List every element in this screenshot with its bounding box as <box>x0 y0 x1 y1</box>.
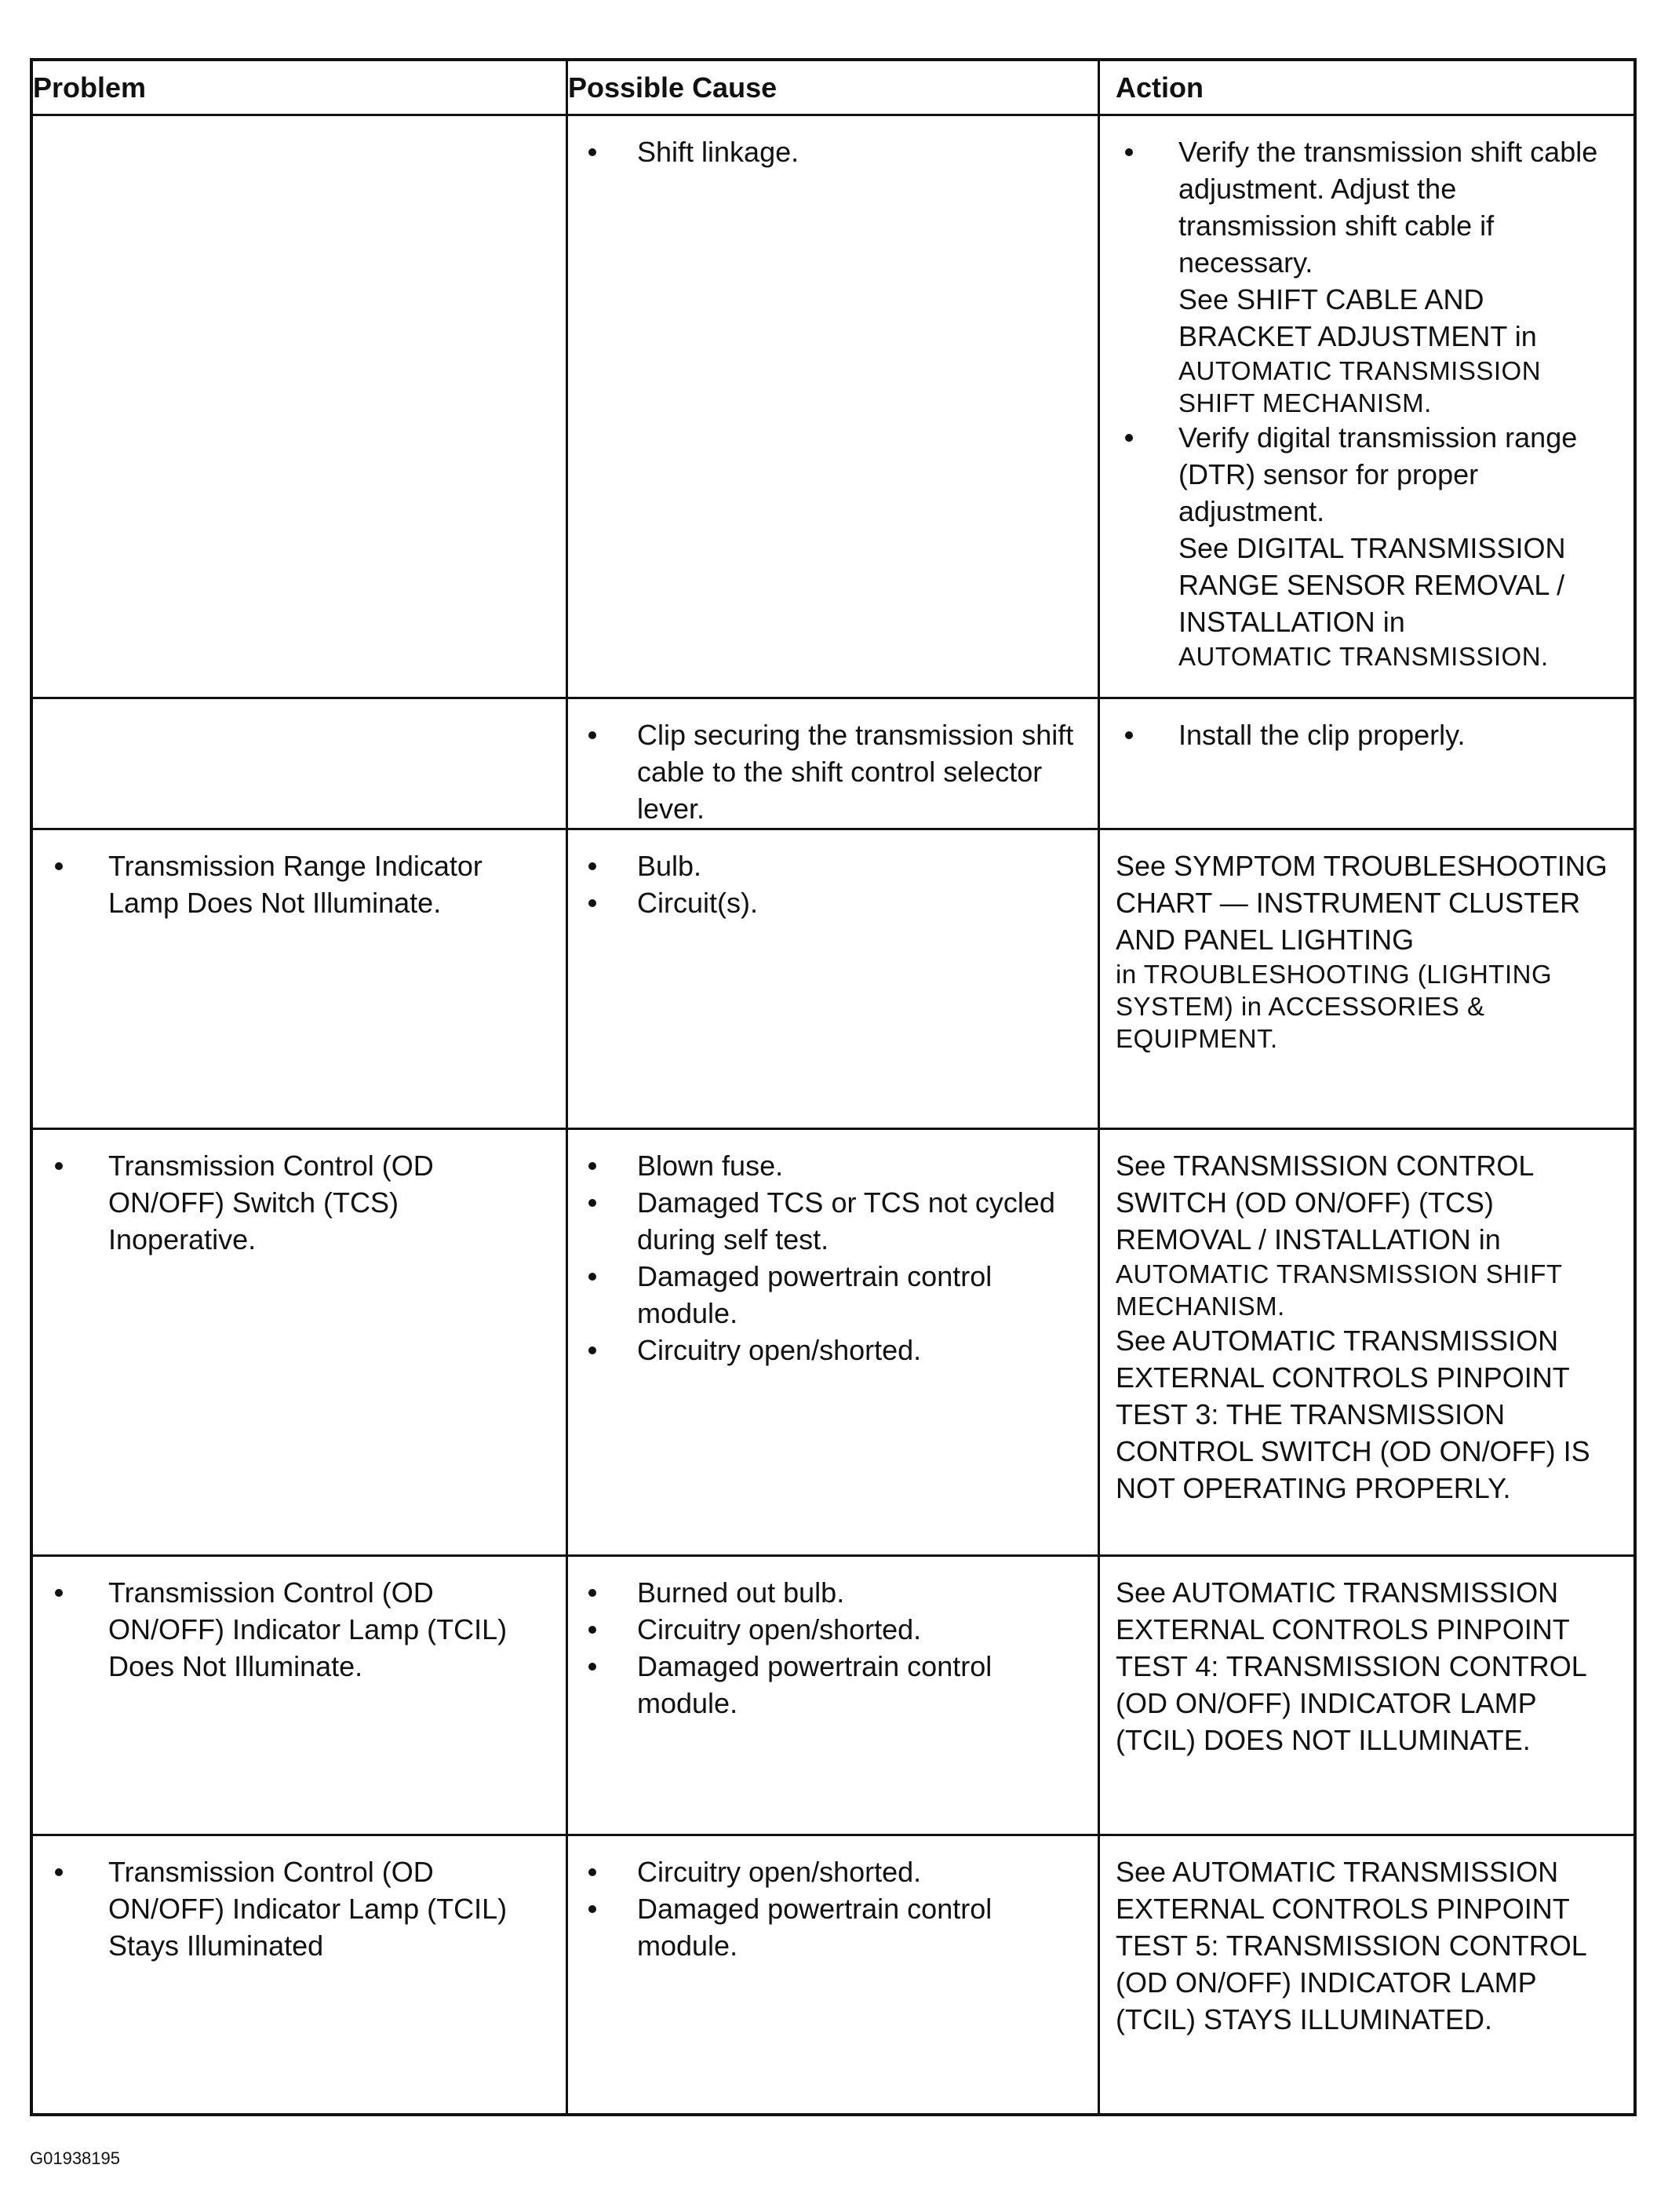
cause-cell <box>568 116 1100 699</box>
cause-cell <box>568 699 1100 830</box>
action-cell <box>1100 116 1633 699</box>
cause-item: Burned out bulb. <box>568 1574 1098 1611</box>
problem-list <box>33 1853 566 1964</box>
action-cell <box>1100 1557 1633 1836</box>
cause-list <box>568 847 1098 921</box>
cause-item: Circuitry open/shorted. <box>568 1611 1098 1648</box>
action-list <box>1116 133 1622 672</box>
cause-cell <box>568 1557 1100 1836</box>
problem-list <box>33 1574 566 1685</box>
action-item <box>1116 133 1622 419</box>
problem-item: Transmission Range Indicator Lamp Does Not Illuminate. <box>33 847 566 921</box>
action-reference: See AUTOMATIC TRANSMISSION EXTERNAL CONTROLS PINPOINT TEST 3: THE TRANSMISSION CONTROL SWITCH (OD ON/OFF) IS NOT OPERATING PROPERLY. <box>1116 1325 1590 1504</box>
action-section: AUTOMATIC TRANSMISSION SHIFT MECHANISM. <box>1116 1259 1562 1321</box>
action-text: Install the clip properly. <box>1178 719 1466 751</box>
action-text: Verify digital transmission range (DTR) sensor for proper adjustment. <box>1178 421 1578 527</box>
column-header: Action <box>1100 61 1633 116</box>
action-section: in TROUBLESHOOTING (LIGHTING SYSTEM) in ACCESSORIES & EQUIPMENT. <box>1116 960 1553 1053</box>
problem-item: Transmission Control (OD ON/OFF) Indicator Lamp (TCIL) Does Not Illuminate. <box>33 1574 566 1685</box>
action-item <box>1116 419 1622 672</box>
action-cell <box>1100 699 1633 830</box>
action-reference: See TRANSMISSION CONTROL SWITCH (OD ON/OFF) (TCS) REMOVAL / INSTALLATION in <box>1116 1150 1534 1255</box>
problem-cell <box>33 1130 568 1557</box>
action-item <box>1116 716 1622 753</box>
problem-cell <box>33 1557 568 1836</box>
cause-list <box>568 133 1098 170</box>
action-text: Verify the transmission shift cable adjustment. Adjust the transmission shift cable if necessary. <box>1178 136 1598 279</box>
column-header: Possible Cause <box>568 61 1100 116</box>
problem-list <box>33 1147 566 1258</box>
figure-code: G01938195 <box>30 2148 120 2168</box>
problem-list <box>33 847 566 921</box>
cause-item: Bulb. <box>568 847 1098 884</box>
column-header: Problem <box>33 61 568 116</box>
cause-cell <box>568 830 1100 1130</box>
cause-item: Shift linkage. <box>568 133 1098 170</box>
problem-cell <box>33 116 568 699</box>
cause-list <box>568 1853 1098 1964</box>
cause-item: Clip securing the transmission shift cable to the shift control selector lever. <box>568 716 1098 827</box>
action-reference: See SYMPTOM TROUBLESHOOTING CHART — INSTRUMENT CLUSTER AND PANEL LIGHTING <box>1116 850 1608 956</box>
cause-item: Damaged powertrain control module. <box>568 1258 1098 1332</box>
cause-item: Damaged powertrain control module. <box>568 1648 1098 1722</box>
action-cell <box>1100 1130 1633 1557</box>
cause-list <box>568 1574 1098 1722</box>
problem-cell <box>33 830 568 1130</box>
action-cell <box>1100 830 1633 1130</box>
cause-cell <box>568 1130 1100 1557</box>
action-section: AUTOMATIC TRANSMISSION SHIFT MECHANISM. <box>1178 356 1542 417</box>
action-list <box>1116 716 1622 753</box>
action-reference: See SHIFT CABLE AND BRACKET ADJUSTMENT in <box>1178 283 1537 352</box>
problem-cell <box>33 699 568 830</box>
action-cell <box>1100 1836 1633 2113</box>
cause-item: Circuitry open/shorted. <box>568 1853 1098 1890</box>
cause-item: Circuit(s). <box>568 884 1098 921</box>
action-reference: See DIGITAL TRANSMISSION RANGE SENSOR REMOVAL / INSTALLATION in <box>1178 532 1566 638</box>
problem-item: Transmission Control (OD ON/OFF) Switch (TCS) Inoperative. <box>33 1147 566 1258</box>
action-section: AUTOMATIC TRANSMISSION. <box>1178 642 1549 671</box>
cause-item: Circuitry open/shorted. <box>568 1332 1098 1368</box>
problem-item: Transmission Control (OD ON/OFF) Indicator Lamp (TCIL) Stays Illuminated <box>33 1853 566 1964</box>
troubleshooting-table <box>30 58 1637 2116</box>
cause-list <box>568 1147 1098 1368</box>
action-reference: See AUTOMATIC TRANSMISSION EXTERNAL CONTROLS PINPOINT TEST 5: TRANSMISSION CONTROL (OD ON/OFF) INDICATOR LAMP (TCIL) STAYS ILLUMINATED. <box>1116 1856 1586 2035</box>
cause-item: Damaged TCS or TCS not cycled during self test. <box>568 1184 1098 1258</box>
cause-cell <box>568 1836 1100 2113</box>
cause-list <box>568 716 1098 827</box>
action-reference: See AUTOMATIC TRANSMISSION EXTERNAL CONTROLS PINPOINT TEST 4: TRANSMISSION CONTROL (OD ON/OFF) INDICATOR LAMP (TCIL) DOES NOT ILLUMINATE. <box>1116 1576 1586 1756</box>
cause-item: Damaged powertrain control module. <box>568 1890 1098 1964</box>
problem-cell <box>33 1836 568 2113</box>
cause-item: Blown fuse. <box>568 1147 1098 1184</box>
